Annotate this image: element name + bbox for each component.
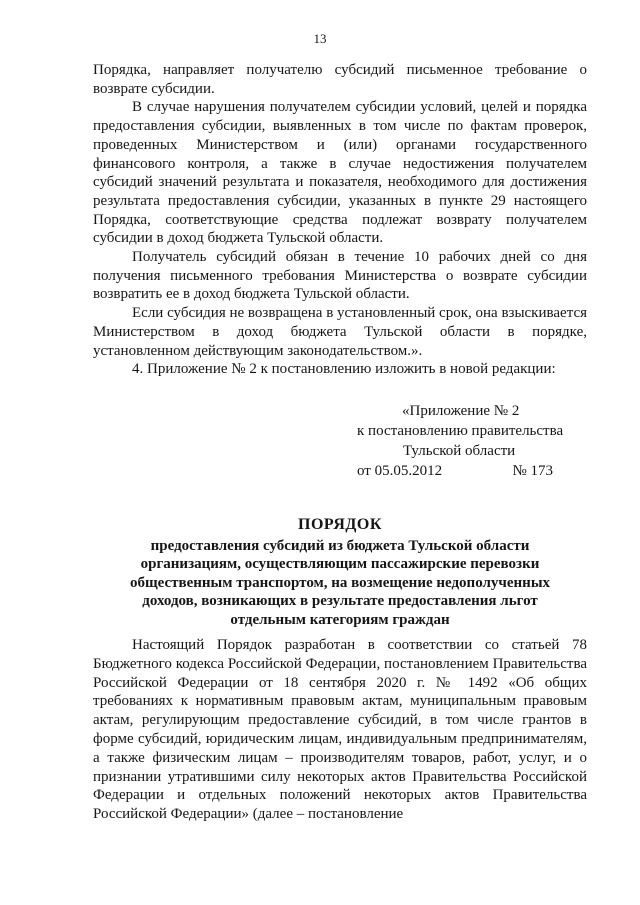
body-text-procedure: [93, 636, 587, 824]
heading-subtitle-line: организациям, осуществляющим пассажирские перевозки: [140, 556, 540, 573]
appendix-line-resolution: к постановлению правительства: [357, 423, 564, 439]
heading-subtitle-line: отдельным категориям граждан: [230, 611, 450, 628]
heading-subtitle-line: предоставления субсидий из бюджета Тульской области: [150, 538, 530, 554]
heading-title: ПОРЯДОК: [298, 516, 382, 533]
appendix-number: № 173: [512, 463, 553, 479]
body-text: [93, 61, 587, 379]
appendix-date-number: [357, 461, 553, 481]
document-heading: [93, 514, 587, 629]
appendix-line-title: «Приложение № 2: [402, 403, 520, 419]
paragraph-enforcement: Если субсидия не возвращена в установленный срок, она взыскивается Министерством в доход бюджета Тульской области в порядке, установленном действующим законодательством.».: [93, 305, 587, 359]
heading-subtitle-line: общественным транспортом, на возмещение недополученных: [129, 574, 551, 591]
appendix-line-region: Тульской области: [403, 443, 516, 459]
paragraph-continuation: Порядка, направляет получателю субсидий письменное требование о возврате субсидии.: [93, 62, 587, 97]
paragraph-return-deadline: Получатель субсидий обязан в течение 10 рабочих дней со дня получения письменного требования Министерства о возврате субсидии возвратить ее в доход бюджета Тульской области.: [93, 249, 587, 303]
paragraph-procedure-basis: Настоящий Порядок разработан в соответствии со статьей 78 Бюджетного кодекса Российской Федерации, постановлением Правительства Российской Федерации от 18 сентября 2020 г. № 1492 «Об общих требованиях к нормативным правовым актам, муниципальным правовым актам, регулирующим предоставление субсидий, в том числе грантов в форме субсидий, юридическим лицам, индивидуальным предпринимателям, а также физическим лицам – производителям товаров, работ, услуг, и о признании утратившими силу некоторых актов Правительства Российской Федерации и отдельных положений некоторых актов Правительства Российской Федерации» (далее – постановление: [93, 637, 587, 823]
heading-subtitle-line: доходов, возникающих в результате предоставления льгот: [142, 593, 538, 610]
appendix-header: [357, 401, 587, 481]
appendix-date: от 05.05.2012: [357, 463, 443, 479]
heading-subtitle: [93, 537, 587, 629]
paragraph-violation: В случае нарушения получателем субсидии условий, целей и порядка предоставления субсидии, выявленных в том числе по фактам проверок, проведенных Министерством и (или) органами государственного финансового контроля, а также в случае недостижения получателем субсидий значений результата и показателя, необходимого для достижения результата предоставления субсидии, указанных в пункте 29 настоящего Порядка, соответствующие средства подлежат возврату получателем субсидии в доход бюджета Тульской области.: [93, 99, 587, 247]
paragraph-item-4: 4. Приложение № 2 к постановлению изложить в новой редакции:: [132, 361, 556, 378]
page-number: 13: [313, 31, 327, 46]
